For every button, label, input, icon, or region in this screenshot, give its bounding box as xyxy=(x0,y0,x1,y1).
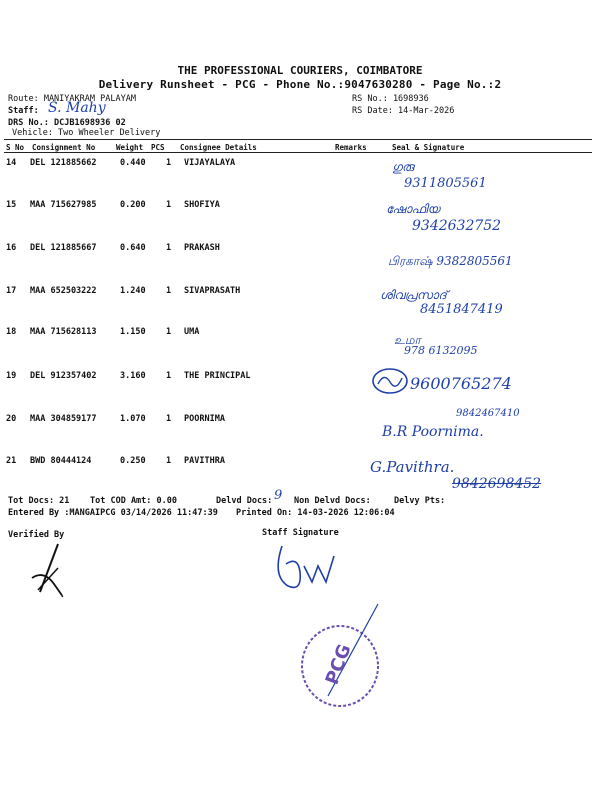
printed-on: Printed On: 14-03-2026 12:06:04 xyxy=(236,508,395,518)
row-consignee: THE PRINCIPAL xyxy=(184,371,251,381)
col-pcs: PCS xyxy=(151,143,165,152)
row-consignee: SHOFIYA xyxy=(184,200,220,210)
row-signature-phone: 9842698452 xyxy=(452,476,542,492)
entered-by: Entered By :MANGAIPCG 03/14/2026 11:47:39 xyxy=(8,508,218,518)
vehicle-type: Vehicle: Two Wheeler Delivery xyxy=(12,128,161,138)
row-signature-phone: 9311805561 xyxy=(404,176,487,191)
row-pcs: 1 xyxy=(166,414,172,424)
row-sno: 14 xyxy=(6,158,17,168)
row-signature: ഗുരു xyxy=(392,160,414,174)
row-pcs: 1 xyxy=(166,286,172,296)
row-signature: பிரகாஷ் 9382805561 xyxy=(388,254,513,268)
row-signature-phone: 978 6132095 xyxy=(404,344,478,357)
row-signature: உமா xyxy=(394,333,421,347)
row-signature-phone: 8451847419 xyxy=(420,302,503,317)
row-sno: 18 xyxy=(6,327,17,337)
row-consignment: DEL 121885662 xyxy=(30,158,97,168)
row-consignment: BWD 80444124 xyxy=(30,456,92,466)
non-delivered-docs-label: Non Delvd Docs: xyxy=(294,496,371,506)
col-sno: S No xyxy=(6,143,25,152)
row-consignee: SIVAPRASATH xyxy=(184,286,241,296)
row-signature: ഷോഫിയ xyxy=(386,202,440,216)
row-consignee: VIJAYALAYA xyxy=(184,158,236,168)
row-signature: ശിവപ്രസാദ് xyxy=(380,288,447,302)
row-weight: 1.070 xyxy=(120,414,146,424)
row-consignee: POORNIMA xyxy=(184,414,225,424)
row-consignment: MAA 652503222 xyxy=(30,286,97,296)
row-sno: 19 xyxy=(6,371,17,381)
row-sno: 20 xyxy=(6,414,17,424)
row-signature-phone: 9600765274 xyxy=(410,374,512,393)
row-weight: 0.640 xyxy=(120,243,146,253)
row-weight: 1.240 xyxy=(120,286,146,296)
row-consignment: MAA 304859177 xyxy=(30,414,97,424)
row-pcs: 1 xyxy=(166,456,172,466)
stamp-text: PCG xyxy=(321,641,356,688)
runsheet-subtitle: Delivery Runsheet - PCG - Phone No.:9047630280 - Page No.:2 xyxy=(98,78,502,91)
row-signature-phone: 9842467410 xyxy=(456,408,520,419)
row-consignment: MAA 715628113 xyxy=(30,327,97,337)
row-pcs: 1 xyxy=(166,243,172,253)
delivery-points-label: Delvy Pts: xyxy=(394,496,446,506)
col-remarks: Remarks xyxy=(335,143,367,152)
row-pcs: 1 xyxy=(166,371,172,381)
row-consignment: DEL 121885667 xyxy=(30,243,97,253)
route-label: Route: MANIYAKRAM PALAYAM xyxy=(8,94,136,104)
row-signature-phone: 9342632752 xyxy=(412,218,502,234)
row-weight: 1.150 xyxy=(120,327,146,337)
row-sno: 21 xyxy=(6,456,17,466)
row-sno: 16 xyxy=(6,243,17,253)
row-weight: 3.160 xyxy=(120,371,146,381)
verified-by-label: Verified By xyxy=(8,530,65,540)
staff-handwritten-name: S. Mahy xyxy=(48,100,106,116)
row-signature: B.R Poornima. xyxy=(382,424,484,440)
row-pcs: 1 xyxy=(166,158,172,168)
row-weight: 0.250 xyxy=(120,456,146,466)
row-stamp-scribble xyxy=(370,366,410,400)
drs-number: DRS No.: DCJB1698936 02 xyxy=(8,118,126,128)
row-consignment: MAA 715627985 xyxy=(30,200,97,210)
company-title: THE PROFESSIONAL COURIERS, COIMBATORE xyxy=(177,64,423,77)
verified-by-signature xyxy=(28,540,68,600)
row-sno: 15 xyxy=(6,200,17,210)
row-consignee: PRAKASH xyxy=(184,243,220,253)
row-sno: 17 xyxy=(6,286,17,296)
total-cod-amount: Tot COD Amt: 0.00 xyxy=(90,496,177,506)
row-pcs: 1 xyxy=(166,327,172,337)
delivered-docs-label: Delvd Docs: xyxy=(216,496,273,506)
staff-signature-label: Staff Signature xyxy=(262,528,339,538)
row-consignee: PAVITHRA xyxy=(184,456,225,466)
header-divider-bottom xyxy=(4,152,592,153)
header-divider-top xyxy=(4,139,592,140)
col-consignee: Consignee Details xyxy=(180,143,257,152)
rs-number: RS No.: 1698936 xyxy=(352,94,429,104)
col-seal-signature: Seal & Signature xyxy=(392,143,465,152)
rs-date: RS Date: 14-Mar-2026 xyxy=(352,106,455,116)
delivered-docs-handwritten: 9 xyxy=(274,488,283,503)
row-consignee: UMA xyxy=(184,327,200,337)
row-consignment: DEL 912357402 xyxy=(30,371,97,381)
staff-label: Staff: xyxy=(8,106,39,116)
staff-signature xyxy=(270,536,340,596)
total-docs: Tot Docs: 21 xyxy=(8,496,70,506)
row-pcs: 1 xyxy=(166,200,172,210)
row-signature: G.Pavithra. xyxy=(370,458,455,476)
row-weight: 0.200 xyxy=(120,200,146,210)
row-weight: 0.440 xyxy=(120,158,146,168)
col-weight: Weight xyxy=(116,143,144,152)
col-consignment: Consignment No xyxy=(32,143,96,152)
